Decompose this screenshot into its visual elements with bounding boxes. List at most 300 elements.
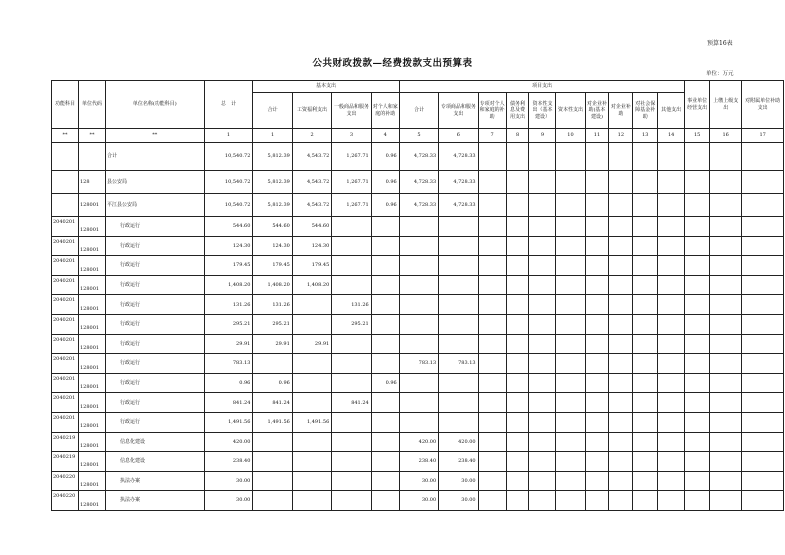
unit-name-cell: 行政运行 (105, 295, 204, 315)
empty-cell (742, 171, 784, 194)
empty-cell (529, 373, 556, 393)
empty-cell (478, 432, 506, 452)
empty-cell (658, 471, 685, 491)
empty-cell (685, 452, 710, 472)
func-code-cell: 2040219 (52, 432, 79, 452)
empty-cell (742, 334, 784, 354)
empty-cell (506, 314, 529, 334)
unit-code-cell: 128001 (78, 334, 105, 354)
unit-code-cell: 128001 (78, 217, 105, 237)
empty-cell (478, 334, 506, 354)
empty-cell (633, 354, 658, 374)
amount-cell: 0.96 (371, 143, 399, 171)
unit-name-cell: 行政运行 (105, 354, 204, 374)
header-basic-col: 工资福利支出 (292, 93, 331, 129)
empty-cell (529, 275, 556, 295)
amount-cell: 131.26 (332, 295, 371, 315)
empty-cell (633, 491, 658, 511)
unit-code-cell: 128001 (78, 412, 105, 432)
amount-cell: 29.91 (204, 334, 253, 354)
amount-cell (332, 275, 371, 295)
empty-cell (658, 432, 685, 452)
amount-cell (371, 295, 399, 315)
empty-cell (685, 143, 710, 171)
table-row (52, 194, 784, 217)
amount-cell: 179.45 (204, 256, 253, 276)
empty-cell (529, 354, 556, 374)
table-row (52, 354, 784, 374)
func-code-cell (52, 194, 79, 217)
empty-cell (742, 194, 784, 217)
amount-cell: 1,491.56 (204, 412, 253, 432)
empty-cell (478, 491, 506, 511)
table-row (52, 491, 784, 511)
empty-cell (742, 491, 784, 511)
empty-cell (529, 217, 556, 237)
empty-cell (609, 432, 633, 452)
empty-cell (609, 471, 633, 491)
unit-name-cell: 信息化建设 (105, 452, 204, 472)
table-row (52, 373, 784, 393)
empty-cell (585, 432, 609, 452)
empty-cell (710, 354, 742, 374)
empty-cell (633, 314, 658, 334)
amount-cell (371, 334, 399, 354)
unit-code-cell: 128001 (78, 432, 105, 452)
empty-cell (658, 354, 685, 374)
empty-cell (658, 314, 685, 334)
header-superior: 上缴上级支出 (710, 81, 742, 129)
func-code-cell: 2040201 (52, 236, 79, 256)
empty-cell (506, 393, 529, 413)
amount-cell: 0.96 (204, 373, 253, 393)
amount-cell: 29.91 (292, 334, 331, 354)
empty-cell (609, 373, 633, 393)
amount-cell: 1,267.71 (332, 171, 371, 194)
header-project-col: 资本性支出（基本建设） (529, 93, 556, 129)
unit-name-cell: 行政运行 (105, 275, 204, 295)
empty-cell (685, 194, 710, 217)
unit-code-cell: 128001 (78, 393, 105, 413)
amount-cell (292, 354, 331, 374)
empty-cell (710, 393, 742, 413)
unit-name-cell: 行政运行 (105, 334, 204, 354)
empty-cell (633, 471, 658, 491)
unit-name-cell: 行政运行 (105, 236, 204, 256)
empty-cell (658, 491, 685, 511)
amount-cell: 5,812.39 (253, 143, 292, 171)
empty-cell (529, 256, 556, 276)
empty-cell (556, 143, 585, 171)
column-index: ** (78, 129, 105, 143)
empty-cell (506, 334, 529, 354)
empty-cell (556, 393, 585, 413)
empty-cell (742, 412, 784, 432)
func-code-cell: 2040220 (52, 471, 79, 491)
empty-cell (556, 314, 585, 334)
amount-cell (399, 373, 438, 393)
empty-cell (710, 236, 742, 256)
empty-cell (633, 256, 658, 276)
empty-cell (658, 217, 685, 237)
unit-code-cell: 128001 (78, 471, 105, 491)
empty-cell (556, 412, 585, 432)
empty-cell (685, 334, 710, 354)
amount-cell (371, 432, 399, 452)
empty-cell (556, 194, 585, 217)
amount-cell: 0.96 (371, 194, 399, 217)
empty-cell (658, 412, 685, 432)
amount-cell (253, 432, 292, 452)
amount-cell: 295.21 (204, 314, 253, 334)
empty-cell (506, 256, 529, 276)
empty-cell (742, 275, 784, 295)
empty-cell (556, 275, 585, 295)
empty-cell (478, 217, 506, 237)
empty-cell (742, 217, 784, 237)
amount-cell: 5,812.39 (253, 194, 292, 217)
empty-cell (506, 354, 529, 374)
empty-cell (710, 217, 742, 237)
empty-cell (506, 171, 529, 194)
empty-cell (742, 354, 784, 374)
amount-cell: 131.26 (204, 295, 253, 315)
unit-code-cell: 128 (78, 171, 105, 194)
amount-cell (292, 432, 331, 452)
amount-cell: 783.13 (204, 354, 253, 374)
empty-cell (710, 452, 742, 472)
empty-cell (478, 354, 506, 374)
empty-cell (478, 412, 506, 432)
empty-cell (633, 143, 658, 171)
amount-cell: 4,728.33 (399, 194, 438, 217)
amount-cell (253, 452, 292, 472)
amount-cell (332, 452, 371, 472)
empty-cell (478, 256, 506, 276)
empty-cell (710, 275, 742, 295)
unit-code-cell: 128001 (78, 314, 105, 334)
empty-cell (633, 412, 658, 432)
amount-cell: 4,728.33 (439, 194, 478, 217)
header-enterprise: 事业单位经营支出 (685, 81, 710, 129)
empty-cell (585, 171, 609, 194)
empty-cell (633, 334, 658, 354)
column-index: 9 (529, 129, 556, 143)
empty-cell (556, 491, 585, 511)
amount-cell: 1,267.71 (332, 194, 371, 217)
column-index: 7 (478, 129, 506, 143)
empty-cell (478, 236, 506, 256)
empty-cell (742, 314, 784, 334)
empty-cell (609, 452, 633, 472)
amount-cell: 841.24 (253, 393, 292, 413)
empty-cell (633, 432, 658, 452)
column-index: 11 (585, 129, 609, 143)
amount-cell: 30.00 (399, 471, 438, 491)
header-project-col: 债务利息及费用支出 (506, 93, 529, 129)
unit-code-cell: 128001 (78, 194, 105, 217)
amount-cell (439, 236, 478, 256)
column-index: 1 (204, 129, 253, 143)
empty-cell (609, 143, 633, 171)
unit-name-cell: 合计 (105, 143, 204, 171)
func-code-cell: 2040201 (52, 217, 79, 237)
amount-cell (371, 471, 399, 491)
table-row (52, 334, 784, 354)
column-index: 5 (399, 129, 438, 143)
func-code-cell: 2040201 (52, 275, 79, 295)
table-row (52, 143, 784, 171)
header-unit-name: 单位名称(功能科目) (105, 81, 204, 129)
empty-cell (685, 217, 710, 237)
amount-cell (371, 393, 399, 413)
empty-cell (710, 491, 742, 511)
empty-cell (710, 412, 742, 432)
column-index: 15 (685, 129, 710, 143)
amount-cell (292, 471, 331, 491)
empty-cell (658, 334, 685, 354)
amount-cell (439, 275, 478, 295)
empty-cell (658, 171, 685, 194)
unit-code-cell: 128001 (78, 452, 105, 472)
empty-cell (609, 275, 633, 295)
header-project-col: 对社会保障基金补助 (633, 93, 658, 129)
empty-cell (585, 275, 609, 295)
empty-cell (556, 256, 585, 276)
empty-cell (556, 236, 585, 256)
empty-cell (609, 354, 633, 374)
unit-name-cell: 执法办案 (105, 471, 204, 491)
empty-cell (506, 452, 529, 472)
column-index: 8 (506, 129, 529, 143)
amount-cell: 29.91 (253, 334, 292, 354)
empty-cell (529, 295, 556, 315)
empty-cell (609, 412, 633, 432)
column-index: ** (105, 129, 204, 143)
amount-cell: 1,408.20 (253, 275, 292, 295)
empty-cell (658, 143, 685, 171)
empty-cell (585, 452, 609, 472)
amount-cell (399, 295, 438, 315)
empty-cell (478, 393, 506, 413)
amount-cell (439, 412, 478, 432)
amount-cell (399, 314, 438, 334)
table-row (52, 314, 784, 334)
empty-cell (685, 412, 710, 432)
func-code-cell: 2040201 (52, 373, 79, 393)
amount-cell: 179.45 (253, 256, 292, 276)
amount-cell (371, 452, 399, 472)
empty-cell (742, 295, 784, 315)
header-project-col: 对企业补助 (609, 93, 633, 129)
amount-cell (253, 491, 292, 511)
empty-cell (609, 256, 633, 276)
empty-cell (585, 471, 609, 491)
empty-cell (585, 354, 609, 374)
table-row (52, 393, 784, 413)
empty-cell (609, 334, 633, 354)
empty-cell (633, 275, 658, 295)
empty-cell (556, 217, 585, 237)
empty-cell (506, 143, 529, 171)
header-project-col: 资本性支出 (556, 93, 585, 129)
amount-cell (371, 236, 399, 256)
amount-cell (439, 373, 478, 393)
table-row (52, 217, 784, 237)
empty-cell (633, 171, 658, 194)
amount-cell: 4,543.72 (292, 194, 331, 217)
header-project-col: 对企业补助(基本建设) (585, 93, 609, 129)
empty-cell (685, 275, 710, 295)
amount-cell (332, 217, 371, 237)
amount-cell (332, 236, 371, 256)
unit-name-cell: 行政运行 (105, 314, 204, 334)
empty-cell (742, 236, 784, 256)
empty-cell (685, 314, 710, 334)
func-code-cell: 2040201 (52, 256, 79, 276)
empty-cell (529, 314, 556, 334)
amount-cell (399, 412, 438, 432)
amount-cell: 30.00 (204, 491, 253, 511)
empty-cell (609, 491, 633, 511)
empty-cell (506, 236, 529, 256)
empty-cell (478, 373, 506, 393)
amount-cell: 295.21 (332, 314, 371, 334)
amount-cell: 1,267.71 (332, 143, 371, 171)
amount-cell: 544.60 (253, 217, 292, 237)
amount-cell (399, 236, 438, 256)
empty-cell (658, 236, 685, 256)
header-basic-col: 合计 (253, 93, 292, 129)
empty-cell (556, 295, 585, 315)
unit-code-cell (78, 143, 105, 171)
empty-cell (585, 143, 609, 171)
amount-cell: 238.40 (399, 452, 438, 472)
empty-cell (556, 432, 585, 452)
amount-cell (292, 393, 331, 413)
empty-cell (506, 217, 529, 237)
func-code-cell: 2040201 (52, 334, 79, 354)
empty-cell (633, 452, 658, 472)
empty-cell (685, 354, 710, 374)
empty-cell (658, 194, 685, 217)
amount-cell: 179.45 (292, 256, 331, 276)
empty-cell (529, 471, 556, 491)
empty-cell (609, 171, 633, 194)
amount-cell (399, 217, 438, 237)
table-row (52, 412, 784, 432)
empty-cell (529, 143, 556, 171)
column-index: 12 (609, 129, 633, 143)
empty-cell (478, 275, 506, 295)
empty-cell (506, 295, 529, 315)
empty-cell (585, 194, 609, 217)
amount-cell: 0.96 (371, 373, 399, 393)
amount-cell: 0.96 (253, 373, 292, 393)
empty-cell (609, 194, 633, 217)
amount-cell (439, 334, 478, 354)
amount-cell: 10,540.72 (204, 143, 253, 171)
empty-cell (685, 432, 710, 452)
amount-cell (371, 275, 399, 295)
empty-cell (585, 236, 609, 256)
column-index: 3 (332, 129, 371, 143)
header-func-code: 功能科目 (52, 81, 79, 129)
table-row (52, 432, 784, 452)
unit-name-cell: 平江县公安局 (105, 194, 204, 217)
empty-cell (658, 295, 685, 315)
amount-cell (439, 217, 478, 237)
empty-cell (633, 373, 658, 393)
table-row (52, 471, 784, 491)
amount-cell: 4,728.33 (399, 143, 438, 171)
empty-cell (478, 171, 506, 194)
amount-cell (371, 491, 399, 511)
unit-name-cell: 信息化建设 (105, 432, 204, 452)
amount-cell (371, 217, 399, 237)
empty-cell (585, 393, 609, 413)
header-basic-col: 一般商品和服务支出 (332, 93, 371, 129)
empty-cell (529, 491, 556, 511)
amount-cell: 5,812.39 (253, 171, 292, 194)
column-index: 17 (742, 129, 784, 143)
amount-cell: 238.40 (439, 452, 478, 472)
column-index: 6 (439, 129, 478, 143)
unit-code-cell: 128001 (78, 295, 105, 315)
empty-cell (506, 491, 529, 511)
empty-cell (742, 471, 784, 491)
empty-cell (478, 452, 506, 472)
empty-cell (506, 471, 529, 491)
empty-cell (529, 432, 556, 452)
amount-cell: 544.60 (204, 217, 253, 237)
empty-cell (529, 236, 556, 256)
form-number: 预算16表 (707, 40, 733, 47)
header-basic-col: 对个人和家庭的补助 (371, 93, 399, 129)
column-index: 16 (710, 129, 742, 143)
empty-cell (710, 334, 742, 354)
empty-cell (633, 393, 658, 413)
amount-cell: 295.21 (253, 314, 292, 334)
empty-cell (585, 256, 609, 276)
unit-code-cell: 128001 (78, 354, 105, 374)
func-code-cell: 2040201 (52, 354, 79, 374)
unit-code-cell: 128001 (78, 256, 105, 276)
amount-cell: 30.00 (439, 491, 478, 511)
empty-cell (742, 256, 784, 276)
table-row (52, 452, 784, 472)
empty-cell (710, 256, 742, 276)
empty-cell (685, 171, 710, 194)
empty-cell (609, 236, 633, 256)
empty-cell (585, 334, 609, 354)
empty-cell (633, 217, 658, 237)
amount-cell (253, 471, 292, 491)
empty-cell (633, 194, 658, 217)
header-subordinate: 对附属单位补助支出 (742, 81, 784, 129)
func-code-cell: 2040201 (52, 393, 79, 413)
amount-cell (332, 471, 371, 491)
empty-cell (710, 432, 742, 452)
page-title: 公共财政拨款—经费拨款支出预算表 (312, 58, 473, 69)
empty-cell (529, 334, 556, 354)
empty-cell (478, 295, 506, 315)
amount-cell (292, 452, 331, 472)
unit-code-cell: 128001 (78, 275, 105, 295)
empty-cell (556, 373, 585, 393)
empty-cell (478, 194, 506, 217)
empty-cell (556, 334, 585, 354)
